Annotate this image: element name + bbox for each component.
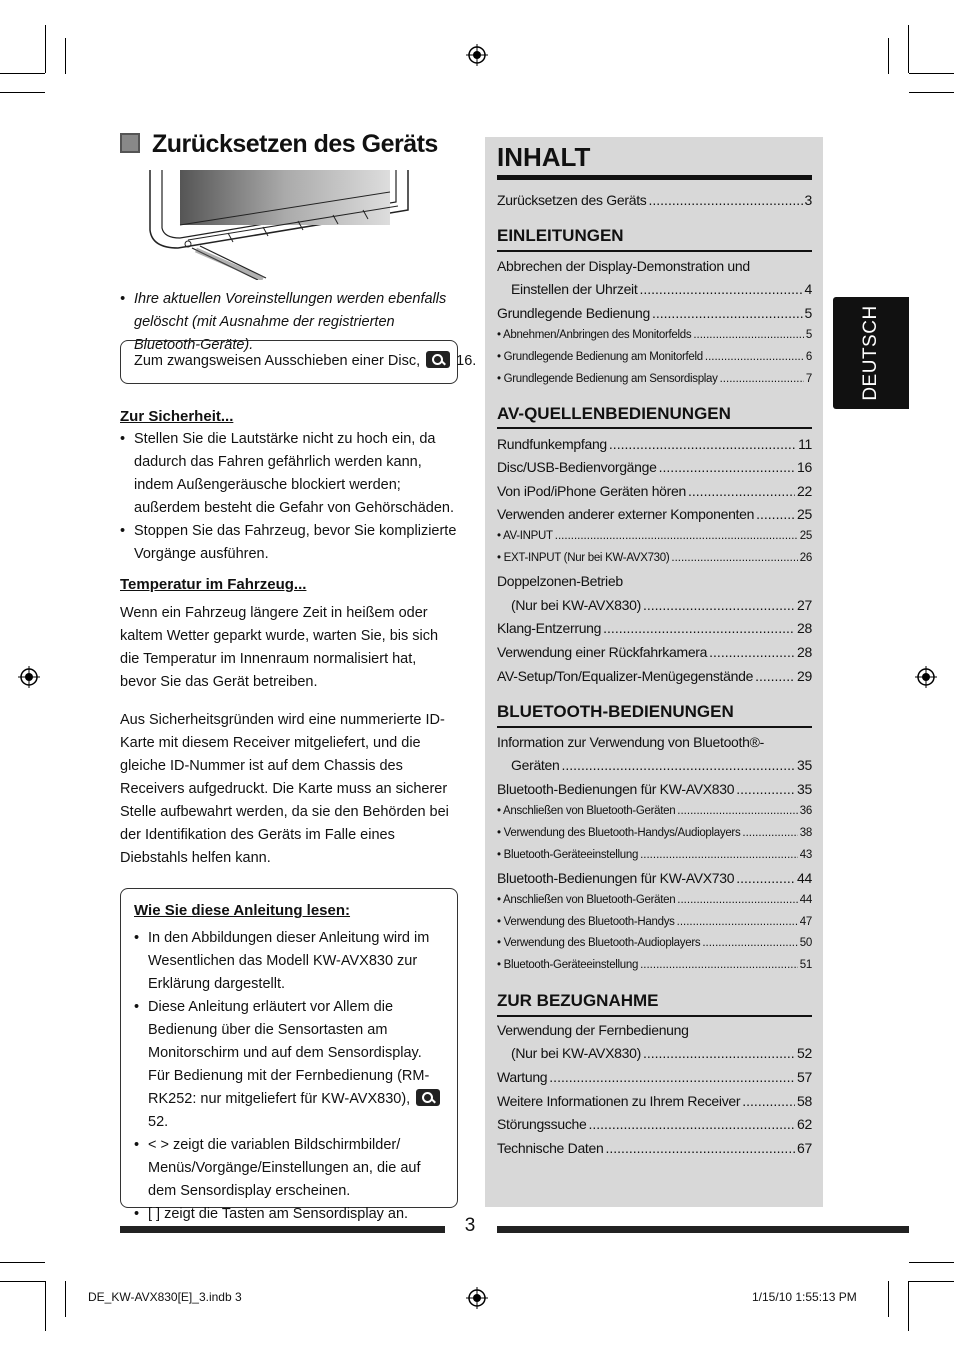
toc-entry-page: 36: [799, 805, 812, 817]
toc-entry[interactable]: [497, 781, 812, 797]
list-item: [134, 996, 444, 1134]
toc-entry-label: Technische Daten: [497, 1140, 604, 1156]
footer-timestamp: 1/15/10 1:55:13 PM: [752, 1290, 857, 1304]
toc-entry-label: (Nur bei KW-AVX830): [511, 597, 641, 613]
crop-mark: [0, 73, 45, 74]
magnifier-icon: [426, 351, 450, 368]
toc-entry-label: Grundlegende Bedienung: [497, 305, 650, 321]
toc-entry-label: Verwendung einer Rückfahrkamera: [497, 644, 708, 660]
toc-entry[interactable]: [497, 620, 812, 636]
toc-entry[interactable]: [497, 757, 812, 773]
toc-subentry[interactable]: [497, 959, 812, 971]
crop-mark: [888, 38, 889, 74]
toc-entry-page: 35: [797, 781, 812, 797]
crop-mark: [888, 1281, 889, 1317]
toc-entry-page: 44: [799, 894, 812, 906]
toc-entry-page: 50: [799, 937, 812, 949]
toc-entry-line: Abbrechen der Display-Demonstration und: [497, 258, 750, 274]
crop-mark: [909, 1262, 954, 1263]
toc-subentry[interactable]: [497, 329, 812, 341]
toc-entry[interactable]: [497, 597, 812, 613]
toc-entry-label: Klang-Entzerrung: [497, 620, 602, 636]
toc-entry-line: Verwendung der Fernbedienung: [497, 1022, 689, 1038]
toc-entry-label: • Abnehmen/Anbringen des Monitorfelds: [497, 329, 691, 341]
howto-box: [120, 888, 458, 1222]
toc-section-heading: EINLEITUNGEN: [497, 226, 624, 245]
crop-mark: [45, 1281, 46, 1331]
crop-mark: [65, 38, 66, 74]
toc-entry-label: Bluetooth-Bedienungen für KW-AVX730: [497, 870, 735, 886]
howto-heading: Wie Sie diese Anleitung lesen:: [134, 902, 351, 919]
toc-entry-page: 6: [805, 351, 812, 363]
section-title: [120, 130, 438, 159]
toc-entry[interactable]: [497, 644, 812, 660]
eject-info-box: [120, 340, 477, 384]
toc-entry-label: (Nur bei KW-AVX830): [511, 1045, 641, 1061]
toc-entry-page: 44: [797, 870, 812, 886]
toc-entry-label: • Grundlegende Bedienung am Sensordisplay: [497, 373, 718, 385]
toc-subentry[interactable]: [497, 916, 812, 928]
page-number: 3: [464, 1215, 476, 1236]
toc-subentry[interactable]: [497, 849, 812, 861]
id-card-text: Aus Sicherheitsgründen wird eine nummerierte ID-Karte mit diesem Receiver mitgeliefert, und die gleiche ID-Nummer ist auf dem Chassis des Receivers aufgedruckt. Die Karte muss an sicherer Stelle aufbewahrt werden, da sie den Behörden bei der Identifikation des Geräts im Falle eines Diebstahls helfen kann.: [120, 712, 449, 866]
list-item: • Stoppen Sie das Fahrzeug, bevor Sie komplizierte Vorgänge ausführen.: [120, 520, 460, 566]
registration-mark-icon: [466, 1287, 488, 1309]
list-item: • < > zeigt die variablen Bildschirmbilder/ Menüs/Vorgänge/Einstellungen an, die auf dem Sensordisplay erscheinen.: [134, 1134, 444, 1203]
toc-entry[interactable]: [497, 1045, 812, 1061]
crop-mark: [908, 1281, 909, 1331]
toc-entry-page: 7: [805, 373, 812, 385]
toc-entry-label: • Bluetooth-Geräteeinstellung: [497, 849, 638, 861]
crop-mark: [65, 1281, 66, 1317]
language-tab: [833, 297, 909, 409]
section-title-text: Zurücksetzen des Geräts: [152, 130, 438, 158]
toc-subentry[interactable]: [497, 894, 812, 906]
toc-subentry[interactable]: [497, 373, 812, 385]
toc-entry-page: 62: [797, 1116, 812, 1132]
toc-entry-page: 67: [797, 1140, 812, 1156]
device-reset-illustration: [148, 170, 413, 280]
toc-entry-page: 51: [799, 959, 812, 971]
crop-mark: [0, 1281, 45, 1282]
toc-entry[interactable]: [497, 668, 812, 684]
registration-mark-icon: [18, 666, 40, 688]
toc-entry-label: Verwenden anderer externer Komponenten: [497, 506, 755, 522]
toc-entry[interactable]: [497, 506, 812, 522]
crop-mark: [0, 92, 45, 93]
toc-entry-page: 5: [805, 329, 812, 341]
toc-subentry[interactable]: [497, 530, 812, 542]
toc-section-heading: ZUR BEZUGNAHME: [497, 991, 659, 1010]
toc-entry-label: • Anschließen von Bluetooth-Geräten: [497, 894, 675, 906]
toc-entry-page: 5: [804, 305, 812, 321]
toc-subentry[interactable]: [497, 805, 812, 817]
toc-section-rule: [497, 250, 812, 252]
toc-title-rule: [497, 175, 812, 180]
list-item-page: 52.: [148, 1114, 169, 1130]
toc-entry-line: Doppelzonen-Betrieb: [497, 573, 623, 589]
crop-mark: [909, 92, 954, 93]
toc-entry-page: 43: [799, 849, 812, 861]
toc-entry-label: • AV-INPUT: [497, 530, 553, 542]
toc-entry[interactable]: [497, 305, 812, 321]
toc-entry-label: Bluetooth-Bedienungen für KW-AVX830: [497, 781, 735, 797]
toc-entry-page: 28: [797, 644, 812, 660]
footer-bar-left: [120, 1226, 445, 1233]
toc-entry-line: Information zur Verwendung von Bluetooth®-: [497, 734, 764, 750]
toc-entry-page: 26: [799, 552, 812, 564]
toc-entry-page: 16: [797, 459, 812, 475]
toc-entry[interactable]: [497, 870, 812, 886]
toc-entry-label: • Verwendung des Bluetooth-Handys/Audioplayers: [497, 827, 740, 839]
toc-section-heading: AV-QUELLENBEDIENUNGEN: [497, 404, 731, 423]
toc-entry-label: Weitere Informationen zu Ihrem Receiver: [497, 1093, 741, 1109]
toc-subentry[interactable]: [497, 937, 812, 949]
square-bullet-icon: [120, 133, 140, 153]
toc-entry-page: 47: [799, 916, 812, 928]
toc-entry-page: 4: [804, 281, 812, 297]
temperature-heading: Temperatur im Fahrzeug...: [120, 576, 307, 593]
toc-title: INHALT: [497, 142, 591, 172]
list-item: • In den Abbildungen dieser Anleitung wird im Wesentlichen das Modell KW-AVX830 zur Erklärung dargestellt.: [134, 927, 444, 996]
toc-entry-page: 28: [797, 620, 812, 636]
toc-entry-label: Störungssuche: [497, 1116, 587, 1132]
toc-entry-page: 22: [797, 483, 812, 499]
toc-subentry[interactable]: [497, 552, 812, 564]
crop-mark: [0, 1262, 45, 1263]
toc-entry-label: • Verwendung des Bluetooth-Audioplayers: [497, 937, 700, 949]
registration-mark-icon: [915, 666, 937, 688]
list-item: • Stellen Sie die Lautstärke nicht zu hoch ein, da dadurch das Fahren gefährlich werden kann, indem Außengeräusche blockiert werden; außerdem besteht die Gefahr von Gehörschäden.: [120, 428, 460, 520]
crop-mark: [909, 73, 954, 74]
safety-heading: Zur Sicherheit...: [120, 408, 234, 425]
list-item-text: Diese Anleitung erläutert vor Allem die Bedienung über die Sensortasten am Monitorschirm und auf dem Sensordisplay. Für Bedienung mit der Fernbedienung (RM-RK252: nur mitgeliefert für KW-AVX830),: [148, 999, 430, 1107]
toc-entry[interactable]: [497, 1093, 812, 1109]
footer-bar-right: [497, 1226, 909, 1233]
toc-entry[interactable]: [497, 459, 812, 475]
crop-mark: [909, 1281, 954, 1282]
toc-entry[interactable]: [497, 281, 812, 297]
toc-entry-page: 58: [797, 1093, 812, 1109]
reset-note: • Ihre aktuellen Voreinstellungen werden ebenfalls gelöscht (mit Ausnahme der registrierten Bluetooth-Geräte).: [120, 288, 460, 357]
toc-section-rule: [497, 427, 812, 429]
toc-entry[interactable]: [497, 1069, 812, 1085]
howto-list: [134, 927, 444, 1226]
footer-file-info: DE_KW-AVX830[E]_3.indb 3: [88, 1290, 242, 1304]
toc-entry-label: Wartung: [497, 1069, 548, 1085]
toc-entry-label: Einstellen der Uhrzeit: [511, 281, 638, 297]
toc-entry[interactable]: [497, 1116, 812, 1132]
toc-entry-page: 3: [804, 192, 812, 208]
toc-section-heading: BLUETOOTH-BEDIENUNGEN: [497, 702, 734, 721]
crop-mark: [908, 25, 909, 73]
toc-entry-page: 25: [799, 530, 812, 542]
toc-entry-page: 52: [797, 1045, 812, 1061]
eject-info-text: Zum zwangsweisen Ausschieben einer Disc,: [134, 353, 421, 369]
toc-entry-label: Von iPod/iPhone Geräten hören: [497, 483, 687, 499]
toc-entry-label: Rundfunkempfang: [497, 436, 607, 452]
toc-entry-label: • Grundlegende Bedienung am Monitorfeld: [497, 351, 703, 363]
safety-section: [120, 405, 460, 566]
toc-entry-label: Disc/USB-Bedienvorgänge: [497, 459, 657, 475]
toc-entry[interactable]: [497, 436, 812, 452]
toc-entry-label: • Bluetooth-Geräteeinstellung: [497, 959, 638, 971]
list-item: • [ ] zeigt die Tasten am Sensordisplay an.: [134, 1203, 444, 1226]
safety-list: [120, 428, 460, 566]
toc-entry-page: 57: [797, 1069, 812, 1085]
magnifier-icon: [416, 1089, 440, 1106]
toc-entry-label: • Anschließen von Bluetooth-Geräten: [497, 805, 675, 817]
toc-entry-label: Zurücksetzen des Geräts: [497, 192, 647, 208]
temperature-section: [120, 573, 455, 694]
toc-entry-page: 25: [797, 506, 812, 522]
toc-entry[interactable]: [497, 483, 812, 499]
language-tab-label: DEUTSCH: [860, 305, 881, 401]
temperature-text: Wenn ein Fahrzeug längere Zeit in heißem oder kaltem Wetter geparkt wurde, warten Sie, bis sich die Temperatur im Innenraum normalisiert hat, bevor Sie das Gerät betreiben.: [120, 605, 439, 690]
crop-mark: [45, 25, 46, 73]
toc-section-rule: [497, 1015, 812, 1017]
toc-entry-page: 27: [797, 597, 812, 613]
toc-entry-page: 29: [797, 668, 812, 684]
toc-entry-page: 35: [797, 757, 812, 773]
toc-section-rule: [497, 726, 812, 728]
registration-mark-icon: [466, 44, 488, 66]
toc-entry-label: • EXT-INPUT (Nur bei KW-AVX730): [497, 552, 669, 564]
toc-entry-label: Geräten: [511, 757, 560, 773]
toc-entry[interactable]: [497, 192, 812, 208]
toc-entry-label: • Verwendung des Bluetooth-Handys: [497, 916, 675, 928]
toc-entry-page: 38: [799, 827, 812, 839]
toc-subentry[interactable]: [497, 351, 812, 363]
toc-entry-label: AV-Setup/Ton/Equalizer-Menügegenstände: [497, 668, 754, 684]
toc-subentry[interactable]: [497, 827, 812, 839]
eject-info-page: 16.: [456, 353, 477, 369]
toc-entry[interactable]: [497, 1140, 812, 1156]
toc-entry-page: 11: [798, 436, 812, 452]
